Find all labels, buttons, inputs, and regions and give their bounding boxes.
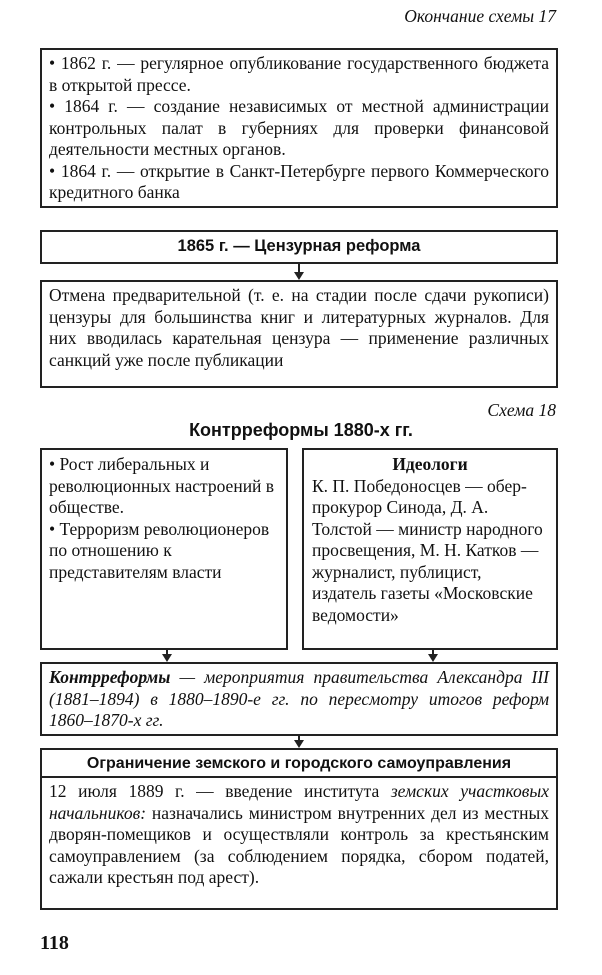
ideologists-box (302, 448, 558, 650)
finance-item-1: • 1862 г. — регулярное опубликование государственного бюджета в открытой прессе. (49, 53, 549, 95)
censorship-text-box (40, 280, 558, 388)
limitation-term: земских участковых начальников: (49, 781, 549, 823)
arrow-head-1 (294, 272, 304, 280)
arrow-head-2 (162, 654, 172, 662)
limitation-text-box (40, 776, 558, 910)
finance-box (40, 48, 558, 208)
ideologists-title: Идеологи (392, 454, 468, 474)
definition-box (40, 662, 558, 736)
scheme17-caption: Окончание схемы 17 (404, 6, 556, 26)
page-number: 118 (40, 932, 69, 954)
finance-list (49, 53, 549, 204)
cause-item-1: • Рост либеральных и революционных настроений в обществе. (49, 454, 275, 517)
limitation-title: Ограничение земского и городского самоуправления (86, 755, 512, 772)
causes-list (49, 454, 279, 583)
cause-item-2: • Терроризм революционеров по отношению к представителям власти (49, 518, 270, 582)
scheme18-caption: Схема 18 (487, 400, 556, 420)
definition-body: — мероприятия правительства Александра III (1881–1894) в 1880–1890-е гг. по пересмотру итогов реформ 1860–1870-х гг. (49, 667, 549, 730)
censorship-title-box (40, 230, 558, 264)
censorship-title: 1865 г. — Цензурная реформа (177, 237, 421, 255)
ideologists-text: К. П. Победоносцев — обер-прокурор Синода, Д. А. Толстой — министр народного просвещения, М. Н. Катков — журналист, публицист, издатель газеты «Московские ведомости» (312, 475, 543, 625)
arrow-head-4 (294, 740, 304, 748)
limitation-text (49, 781, 549, 889)
limitation-rest: назначались министром внутренних дел из местных дворян-помещиков и осуществляли контроль за крестьянским самоуправлением (за соблюдением порядка, сбором податей, сажали крестьян под арест). (49, 802, 549, 887)
censorship-text: Отмена предварительной (т. е. на стадии после сдачи рукописи) цензуры для большинства книг и литературных журналов. Для них вводилась карательная цензура — применение различных санкций уже после публикации (49, 285, 549, 370)
limitation-title-box (40, 748, 558, 778)
definition-text (49, 667, 549, 732)
finance-item-2: • 1864 г. — создание независимых от местной администрации контрольных палат в губерниях для проверки финансовой деятельности местных органов. (49, 96, 549, 159)
causes-box (40, 448, 288, 650)
scheme18-title: Контрреформы 1880-х гг. (189, 420, 413, 440)
limitation-date: 12 июля 1889 г. — введение института (49, 781, 391, 801)
finance-item-3: • 1864 г. — открытие в Санкт-Петербурге первого Коммерческого кредитного банка (49, 160, 549, 202)
definition-term: Контрреформы (49, 667, 171, 687)
arrow-head-3 (428, 654, 438, 662)
